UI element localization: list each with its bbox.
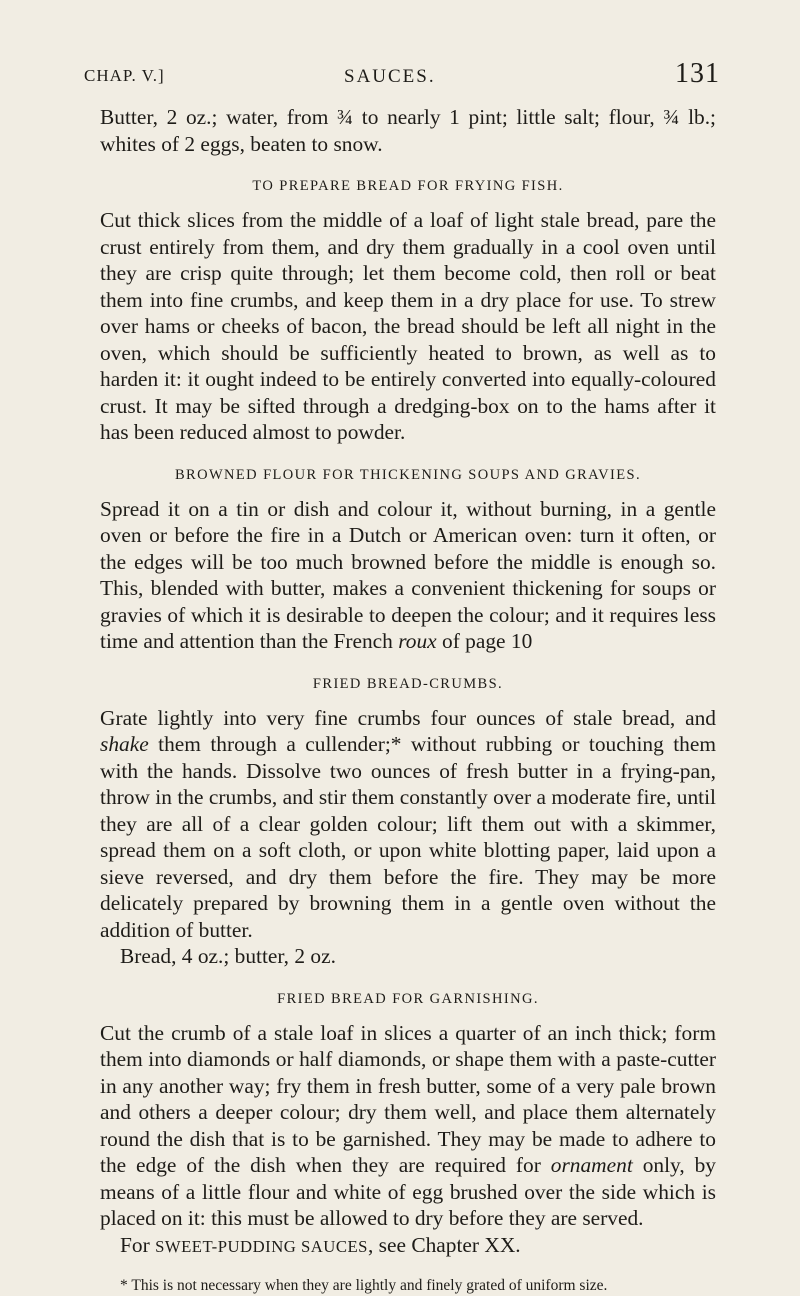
page-number: 131 xyxy=(675,58,720,89)
body-text: Spread it on a tin or dish and colour it, without burning, in a gentle oven or before the fire in a Dutch or American oven: turn it often, or the edges will be too much browned before the middle is enough so. This, blended with butter, makes a convenient thickening for soups or gravies of which it is desirable to deepen the colour; and it requires less time and attention than the French xyxy=(100,496,716,653)
body-text: only, by means of a little flour and white of egg brushed over the side which is placed on it: this must be allowed to dry before they are served. xyxy=(100,1153,716,1230)
cross-reference xyxy=(100,1232,716,1261)
italic-term: shake xyxy=(100,732,149,756)
section-body-fried-bread-crumbs xyxy=(100,705,716,944)
cross-ref-tail: , see Chapter XX. xyxy=(367,1232,521,1257)
section-ingredients-fried-bread-crumbs: Bread, 4 oz.; butter, 2 oz. xyxy=(120,944,336,968)
intro-ingredients: Butter, 2 oz.; water, from ¾ to nearly 1 pint; little salt; flour, ¾ lb.; whites of 2 eggs, beaten to snow. xyxy=(100,105,716,156)
section-heading-bread-for-frying: TO PREPARE BREAD FOR FRYING FISH. xyxy=(252,178,564,194)
section-heading-fried-bread-crumbs: FRIED BREAD-CRUMBS. xyxy=(312,675,504,692)
body-text: of page 10 xyxy=(442,629,533,653)
running-title: SAUCES. xyxy=(344,66,436,87)
cross-ref-title: SWEET-PUDDING SAUCES xyxy=(155,1236,368,1256)
cross-ref-lead: For xyxy=(120,1232,150,1257)
footnote: * This is not necessary when they are lightly and finely grated of uniform size. xyxy=(120,1277,608,1294)
body-text: them through a cullender;* without rubbing or touching them with the hands. Dissolve two ounces of fresh butter in a frying-pan, throw in the crumbs, and stir them constantly over a moderate fire, until they are all of a clear golden colour; lift them out with a skimmer, spread them on a soft cloth, or upon white blotting paper, laid upon a sieve reversed, and dry them before the fire. They may be more delicately prepared by browning them in a gentle oven without the addition of butter. xyxy=(100,732,716,942)
body-text: Cut the crumb of a stale loaf in slices a quarter of an inch thick; form them into diamonds or half diamonds, or shape them with a paste-cutter in any another way; fry them in fresh butter, some of a very pale brown and others a deeper colour; dry them well, and place them alternately round the dish that is to be garnished. They may be made to adhere to the edge of the dish when they are required for xyxy=(100,1020,716,1177)
italic-term: roux xyxy=(398,629,437,653)
section-heading-browned-flour: BROWNED FLOUR FOR THICKENING SOUPS AND GRAVIES. xyxy=(174,466,642,483)
italic-term: ornament xyxy=(550,1153,633,1177)
chapter-label: CHAP. V.] xyxy=(84,66,165,85)
running-head xyxy=(84,58,720,98)
section-body-bread-for-frying: Cut thick slices from the middle of a loaf of light stale bread, pare the crust entirely from them, and dry them gradually in a cool oven until they are crisp quite through; let them become cold, then roll or beat them into fine crumbs, and keep them in a dry place for use. To strew over hams or cheeks of bacon, the bread should be left all night in the oven, which should be sufficiently heated to brown, as well as to harden it: it ought indeed to be entirely converted into equally-coloured crust. It may be sifted through a dredging-box on to the hams after it has been reduced almost to powder. xyxy=(100,208,716,444)
section-body-browned-flour xyxy=(100,496,716,655)
section-heading-fried-bread-garnishing: FRIED BREAD FOR GARNISHING. xyxy=(277,990,539,1007)
body-text: Grate lightly into very fine crumbs four ounces of stale bread, and xyxy=(100,705,716,730)
section-body-fried-bread-garnishing xyxy=(100,1020,716,1232)
